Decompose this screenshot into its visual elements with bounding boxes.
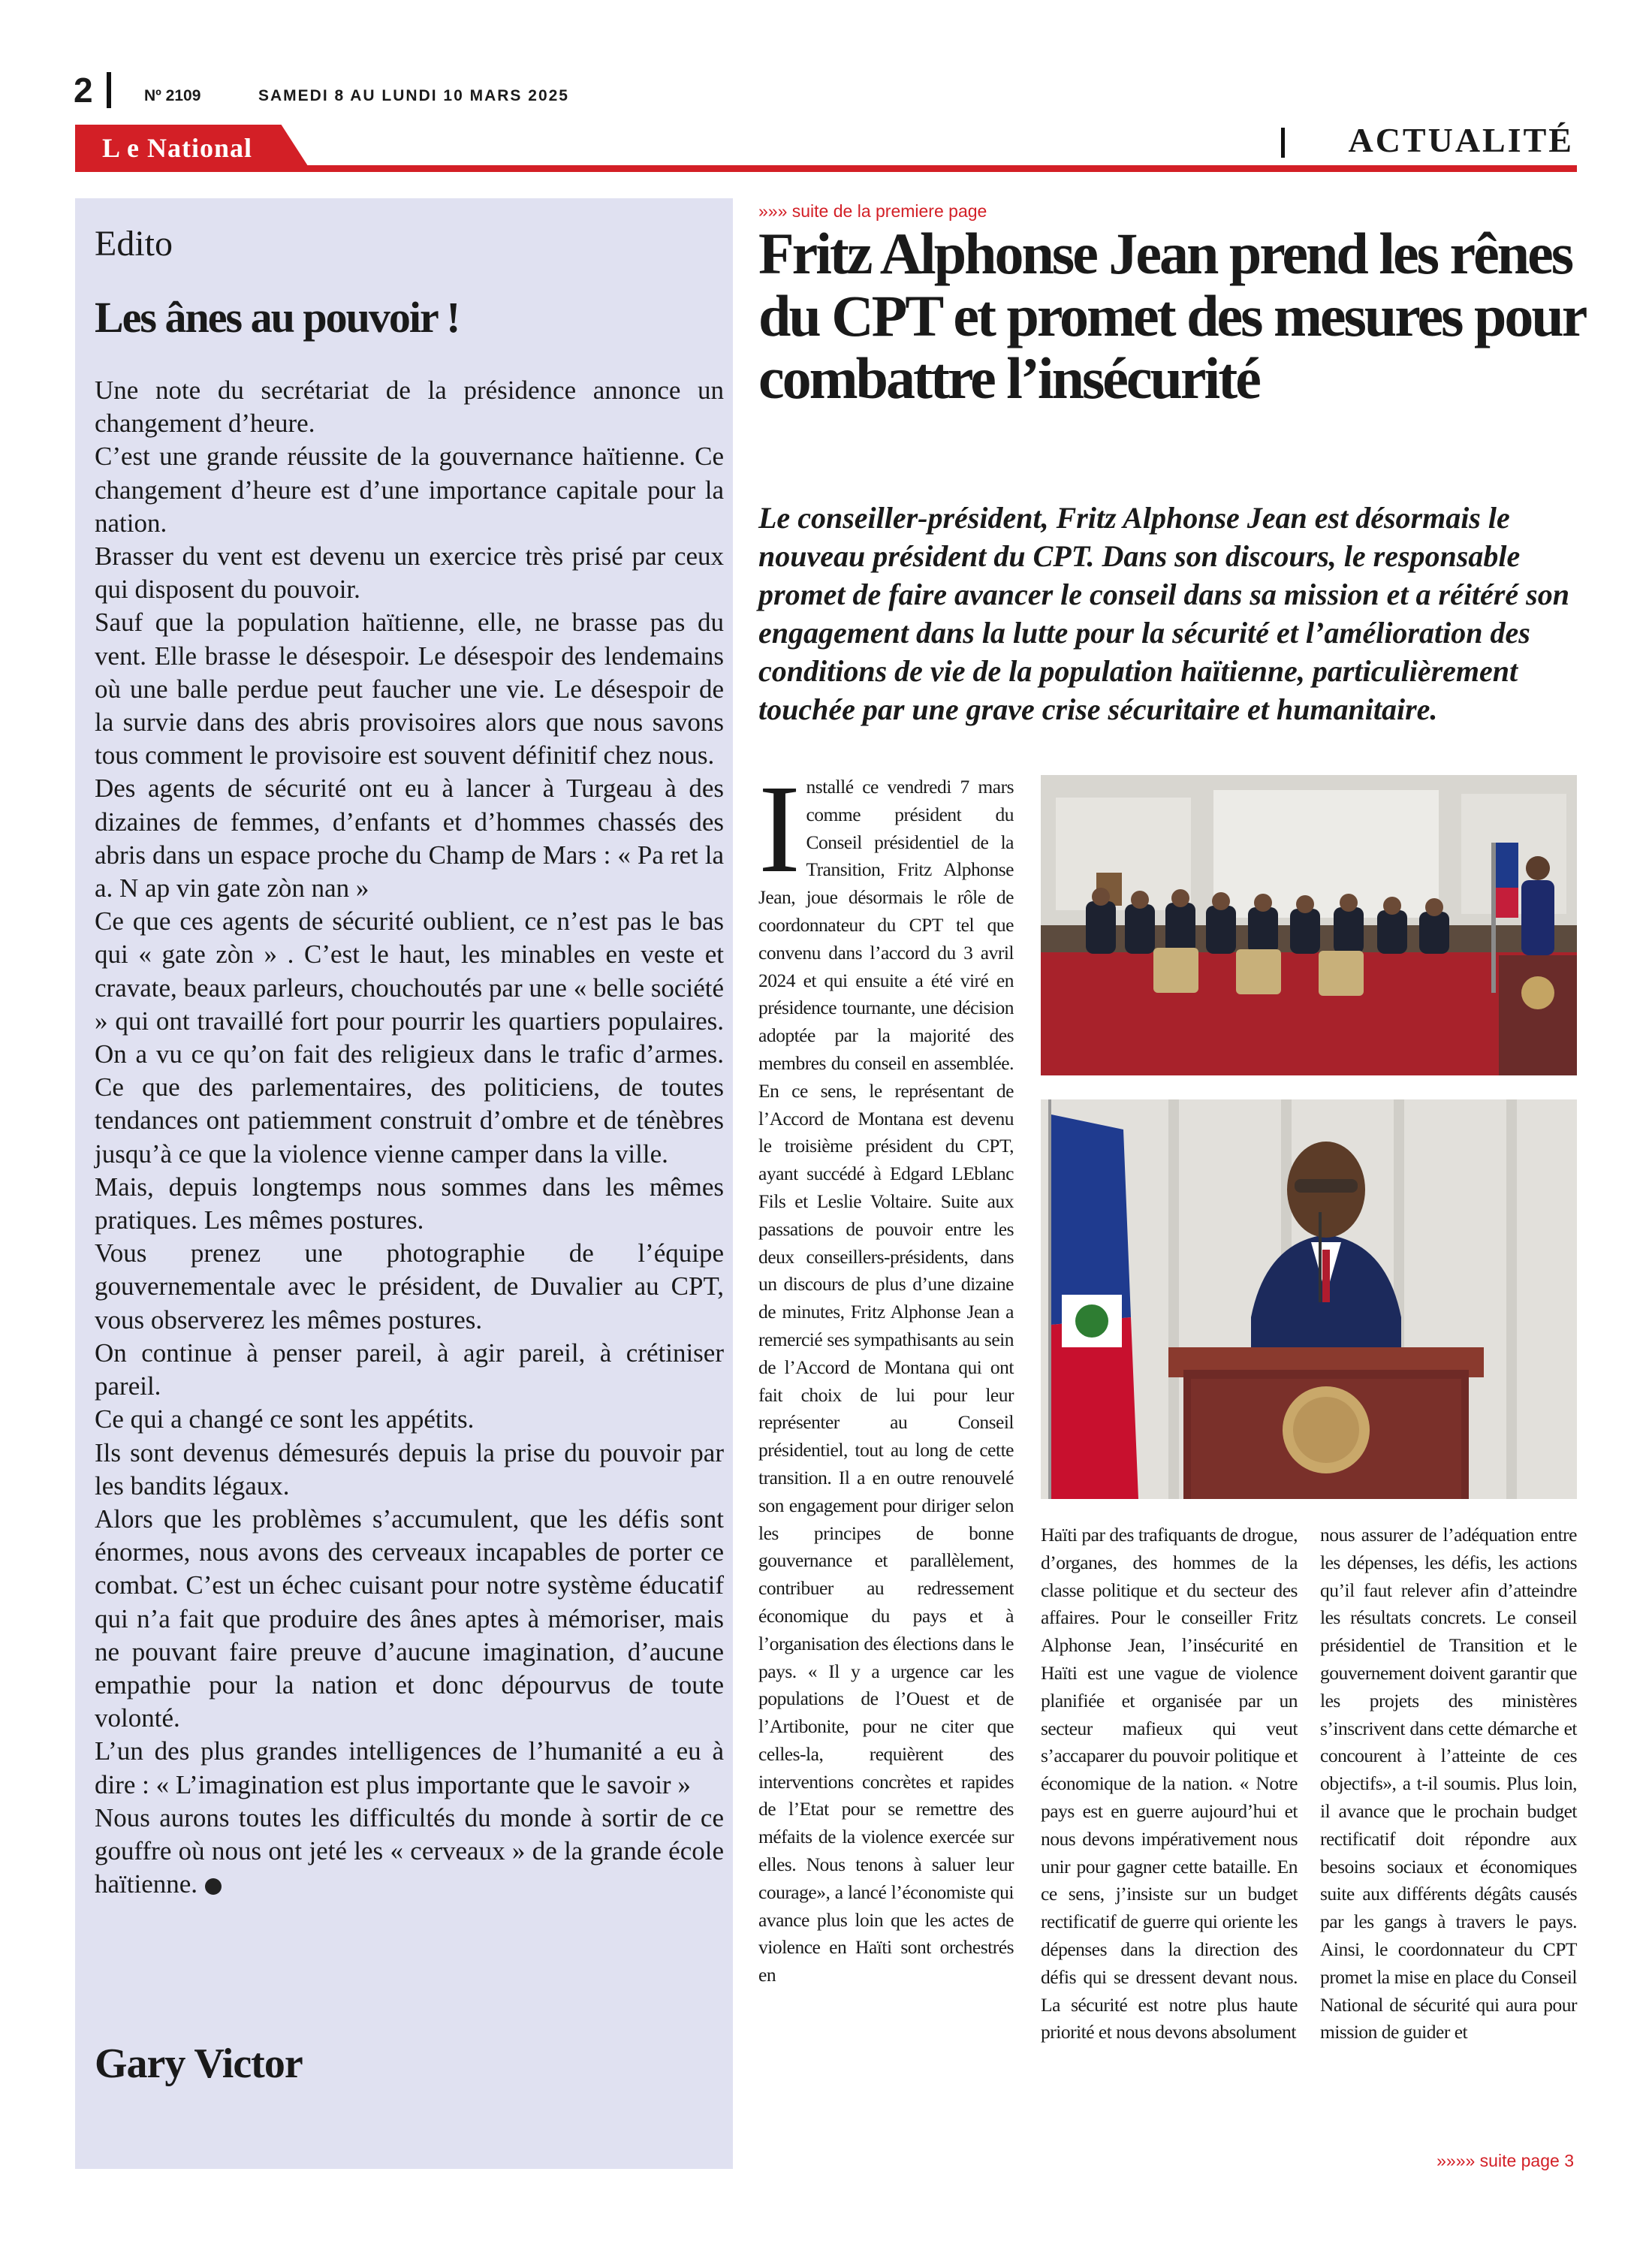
page-number: 2 [74, 71, 93, 110]
edito-author: Gary Victor [95, 2040, 303, 2087]
edito-paragraph: On continue à penser pareil, à agir pareil, à crétiniser pareil. [95, 1338, 724, 1401]
issue-number: Nº 2109 [144, 87, 201, 104]
edito-last-text: Nous aurons toutes les difficultés du monde à sortir de ce gouffre où nous ont jeté les « cerveaux » de la grande école haïtienne. [95, 1802, 724, 1899]
edito-paragraph: Une note du secrétariat de la présidence annonce un changement d’heure. [95, 376, 724, 439]
drop-cap: I [758, 759, 800, 899]
section-divider [1281, 128, 1285, 158]
article-column-3: nous assurer de l’adéquation entre les dépenses, les défis, les actions qu’il faut relever afin d’atteindre les résultats concrets. Le conseil présidentiel de Transition et le gouvernement doivent garantir que les projets des ministères s’inscrivent dans cette démarche et concourent à l’atteinte de ces objectifs», a t-il soumis. Plus loin, il avance que le prochain budget rectificatif doit répondre aux besoins sociaux et économiques suite aux différents dégâts causés par les gangs à travers le pays. Ainsi, le coordonnateur du CPT promet la mise en place du Conseil National de sécurité qui aura pour mission de guider et [1320, 1524, 1577, 2043]
continued-from-link[interactable]: »»» suite de la premiere page [758, 201, 987, 221]
article-column-1 [758, 759, 1014, 1989]
article-lead: Le conseiller-président, Fritz Alphonse Jean est désormais le nouveau président du CPT. Dans son discours, le responsable promet de faire avancer le conseil dans sa mission et a réitéré son engagement dans la lutte pour la sécurité et l’amélioration des conditions de vie de la population haïtienne, particulièrement touchée par une grave crise sécuritaire et humanitaire. [758, 501, 1569, 726]
edito-paragraph-last [95, 1802, 724, 1902]
article-column-2: Haïti par des trafiquants de drogue, d’organes, des hommes de la classe politique et du secteur des affaires. Pour le conseiller Fritz Alphonse Jean, l’insécurité en Haïti est une vague de violence planifiée et organisée par un secteur mafieux qui veut s’accaparer du pouvoir politique et économique de la nation. « Notre pays est en guerre aujourd’hui et nous devons impérativement nous unir pour gagner cette bataille. En ce sens, j’insiste sur un budget rectificatif de guerre qui oriente les dépenses dans la direction des défis qui se dressent devant nous. La sécurité est notre plus haute priorité et nous devons absolument [1041, 1524, 1298, 2043]
brand-name: L e National [102, 133, 253, 163]
article-first-paragraph [758, 759, 1014, 1989]
edito-paragraph: Sauf que la population haïtienne, elle, ne brasse pas du vent. Elle brasse le désespoir. Le désespoir des lendemains où une balle perdue peut faucher une vie. Le désespoir de la survie dans des abris provisoires alors que nous savons tous comment le provisoire est souvent définitif chez nous. [95, 608, 724, 771]
edito-kicker: Edito [95, 224, 173, 264]
end-mark-icon [205, 1878, 222, 1895]
edito-paragraph: Des agents de sécurité ont eu à lancer à Turgeau à des dizaines de femmes, d’enfants et d’hommes chassés des abris dans un espace proche du Champ de Mars : « Pa ret la a. N ap vin gate zòn nan » [95, 774, 724, 903]
continued-to-link[interactable]: »»»» suite page 3 [1436, 2151, 1574, 2170]
edito-paragraph: Ce qui a changé ce sont les appétits. [95, 1404, 475, 1434]
edito-body [95, 374, 724, 1901]
edito-paragraph: Brasser du vent est devenu un exercice très prisé par ceux qui disposent du pouvoir. [95, 541, 724, 605]
edito-paragraph: Ils sont devenus démesurés depuis la prise du pouvoir par les bandits légaux. [95, 1437, 724, 1500]
edito-paragraph: C’est une grande réussite de la gouvernance haïtienne. Ce changement d’heure est d’une importance capitale pour la nation. [95, 442, 724, 538]
ceremony-photo [1041, 775, 1577, 1075]
edito-paragraph: Mais, depuis longtemps nous sommes dans les mêmes pratiques. Les mêmes postures. [95, 1172, 724, 1235]
speaker-photo [1041, 1099, 1577, 1499]
section-label: ACTUALITÉ [1348, 121, 1574, 159]
header-divider [107, 72, 111, 108]
article-headline: Fritz Alphonse Jean prend les rênes du CPT et promet des mesures pour combattre l’insécurité [758, 221, 1584, 411]
edito-paragraph: Alors que les problèmes s’accumulent, que les défis sont énormes, nous avons des cerveaux incapables de porter ce combat. C’est un échec cuisant pour notre système éducatif qui n’a fait que produire des ânes aptes à mémoriser, mais ne pouvant faire preuve d’aucune imagination, d’aucune empathie pour la nation et donc dépourvus de toute volonté. [95, 1504, 724, 1733]
article-text-1: nstallé ce vendredi 7 mars comme président du Conseil présidentiel de la Transition, Fritz Alphonse Jean, joue désormais le rôle de coordonnateur du CPT tel que convenu dans l’accord du 3 avril 2024 et qui ensuite a été viré en présidence tournante, une décision adoptée par la majorité des membres du conseil en assemblée. En ce sens, le représentant de l’Accord de Montana est devenu le troisième président du CPT, ayant succédé à Edgard LEblanc Fils et Leslie Voltaire. Suite aux passations de pouvoir entre les deux conseillers-présidents, dans un discours de plus d’une dizaine de minutes, Fritz Alphonse Jean a remercié ses sympathisants au sein de l’Accord de Montana qui ont fait choix de lui pour leur représenter au Conseil présidentiel, tout au long de cette transition. Il a en outre renouvelé son engagement pour diriger selon les principes de bonne gouvernance et parallèlement, contribuer au redressement économique du pays et à l’organisation des élections dans le pays. « Il y a urgence car les populations de l’Ouest et de l’Artibonite, pour ne citer que celles-la, requièrent des interventions concrètes et rapides de l’Etat pour se remettre des méfaits de la violence exercée sur elles. Nous tenons à saluer leur courage», a lancé l’économiste qui avance plus loin que les actes de violence en Haïti sont orchestrés en [758, 776, 1014, 1986]
edito-title: Les ânes au pouvoir ! [95, 293, 460, 342]
edito-paragraph: L’un des plus grandes intelligences de l’humanité a eu à dire : « L’imagination est plus importante que le savoir » [95, 1736, 724, 1799]
issue-date: SAMEDI 8 AU LUNDI 10 MARS 2025 [258, 87, 569, 104]
edito-paragraph: Vous prenez une photographie de l’équipe gouvernementale avec le président, de Duvalier au CPT, vous observerez les mêmes postures. [95, 1238, 724, 1335]
ceremony-photo-illustration [1041, 775, 1577, 1075]
speaker-photo-illustration [1041, 1099, 1577, 1499]
edito-paragraph: Ce que ces agents de sécurité oublient, ce n’est pas le bas qui « gate zòn » . C’est le haut, les minables en veste et cravate, beaux parleurs, chouchoutés par une « belle société » qui ont travaillé fort pour pourrir les quartiers populaires. On a vu ce qu’on fait des religieux dans le trafic d’armes. Ce que des parlementaires, des politiciens, de toutes tendances ont patiemment construit d’ombre et de ténèbres jusqu’à ce que la violence vienne camper dans la ville. [95, 906, 724, 1169]
